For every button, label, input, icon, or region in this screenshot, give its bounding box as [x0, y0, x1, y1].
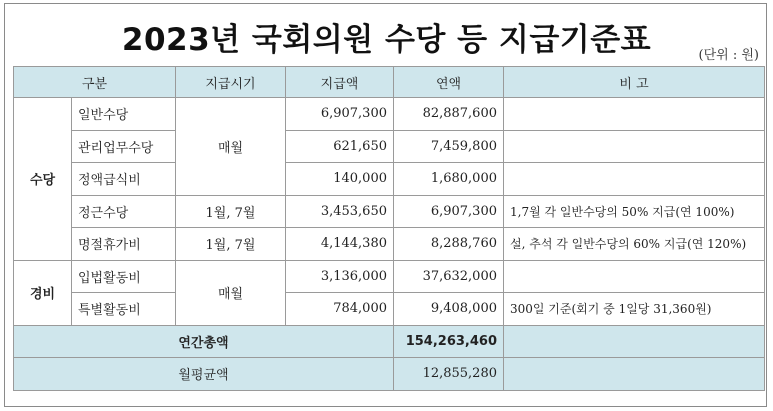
monthly-average-value: 12,855,280 [394, 358, 504, 391]
table-row [14, 98, 765, 131]
header-timing: 지급시기 [176, 67, 286, 98]
table-row [14, 130, 765, 163]
annual-cell: 7,459,800 [394, 130, 504, 163]
item-name: 일반수당 [72, 98, 176, 131]
header-note: 비 고 [504, 67, 765, 98]
group-allowance: 수당 [14, 98, 72, 261]
note-cell [504, 98, 765, 131]
amount-cell: 4,144,380 [286, 228, 394, 261]
note-cell [504, 130, 765, 163]
group-expense: 경비 [14, 260, 72, 325]
timing-cell: 1월, 7월 [176, 228, 286, 261]
table-row [14, 228, 765, 261]
annual-total-label: 연간총액 [14, 325, 394, 358]
header-annual: 연액 [394, 67, 504, 98]
item-name: 특별활동비 [72, 293, 176, 326]
annual-total-note [504, 325, 765, 358]
annual-cell: 8,288,760 [394, 228, 504, 261]
timing-cell: 1월, 7월 [176, 195, 286, 228]
item-name: 정근수당 [72, 195, 176, 228]
annual-cell: 82,887,600 [394, 98, 504, 131]
amount-cell: 3,453,650 [286, 195, 394, 228]
timing-cell: 매월 [176, 260, 286, 325]
allowance-table [13, 66, 765, 391]
note-cell [504, 260, 765, 293]
table-row [14, 163, 765, 196]
monthly-average-row [14, 358, 765, 391]
note-cell: 300일 기준(회기 중 1일당 31,360원) [504, 293, 765, 326]
amount-cell: 140,000 [286, 163, 394, 196]
annual-cell: 9,408,000 [394, 293, 504, 326]
monthly-average-note [504, 358, 765, 391]
header-row [14, 67, 765, 98]
annual-cell: 1,680,000 [394, 163, 504, 196]
header-category: 구분 [14, 67, 176, 98]
unit-label: (단위 : 원) [698, 48, 759, 63]
header-amount: 지급액 [286, 67, 394, 98]
item-name: 정액급식비 [72, 163, 176, 196]
document-title: 2023년 국회의원 수당 등 지급기준표 [121, 22, 652, 58]
annual-total-row [14, 325, 765, 358]
monthly-average-label: 월평균액 [14, 358, 394, 391]
annual-total-value: 154,263,460 [394, 325, 504, 358]
table-row [14, 260, 765, 293]
item-name: 명절휴가비 [72, 228, 176, 261]
timing-cell: 매월 [176, 98, 286, 196]
table-row [14, 195, 765, 228]
annual-cell: 6,907,300 [394, 195, 504, 228]
amount-cell: 3,136,000 [286, 260, 394, 293]
amount-cell: 621,650 [286, 130, 394, 163]
note-cell: 설, 추석 각 일반수당의 60% 지급(연 120%) [504, 228, 765, 261]
item-name: 입법활동비 [72, 260, 176, 293]
table-row [14, 293, 765, 326]
note-cell: 1,7월 각 일반수당의 50% 지급(연 100%) [504, 195, 765, 228]
amount-cell: 6,907,300 [286, 98, 394, 131]
annual-cell: 37,632,000 [394, 260, 504, 293]
item-name: 관리업무수당 [72, 130, 176, 163]
amount-cell: 784,000 [286, 293, 394, 326]
note-cell [504, 163, 765, 196]
